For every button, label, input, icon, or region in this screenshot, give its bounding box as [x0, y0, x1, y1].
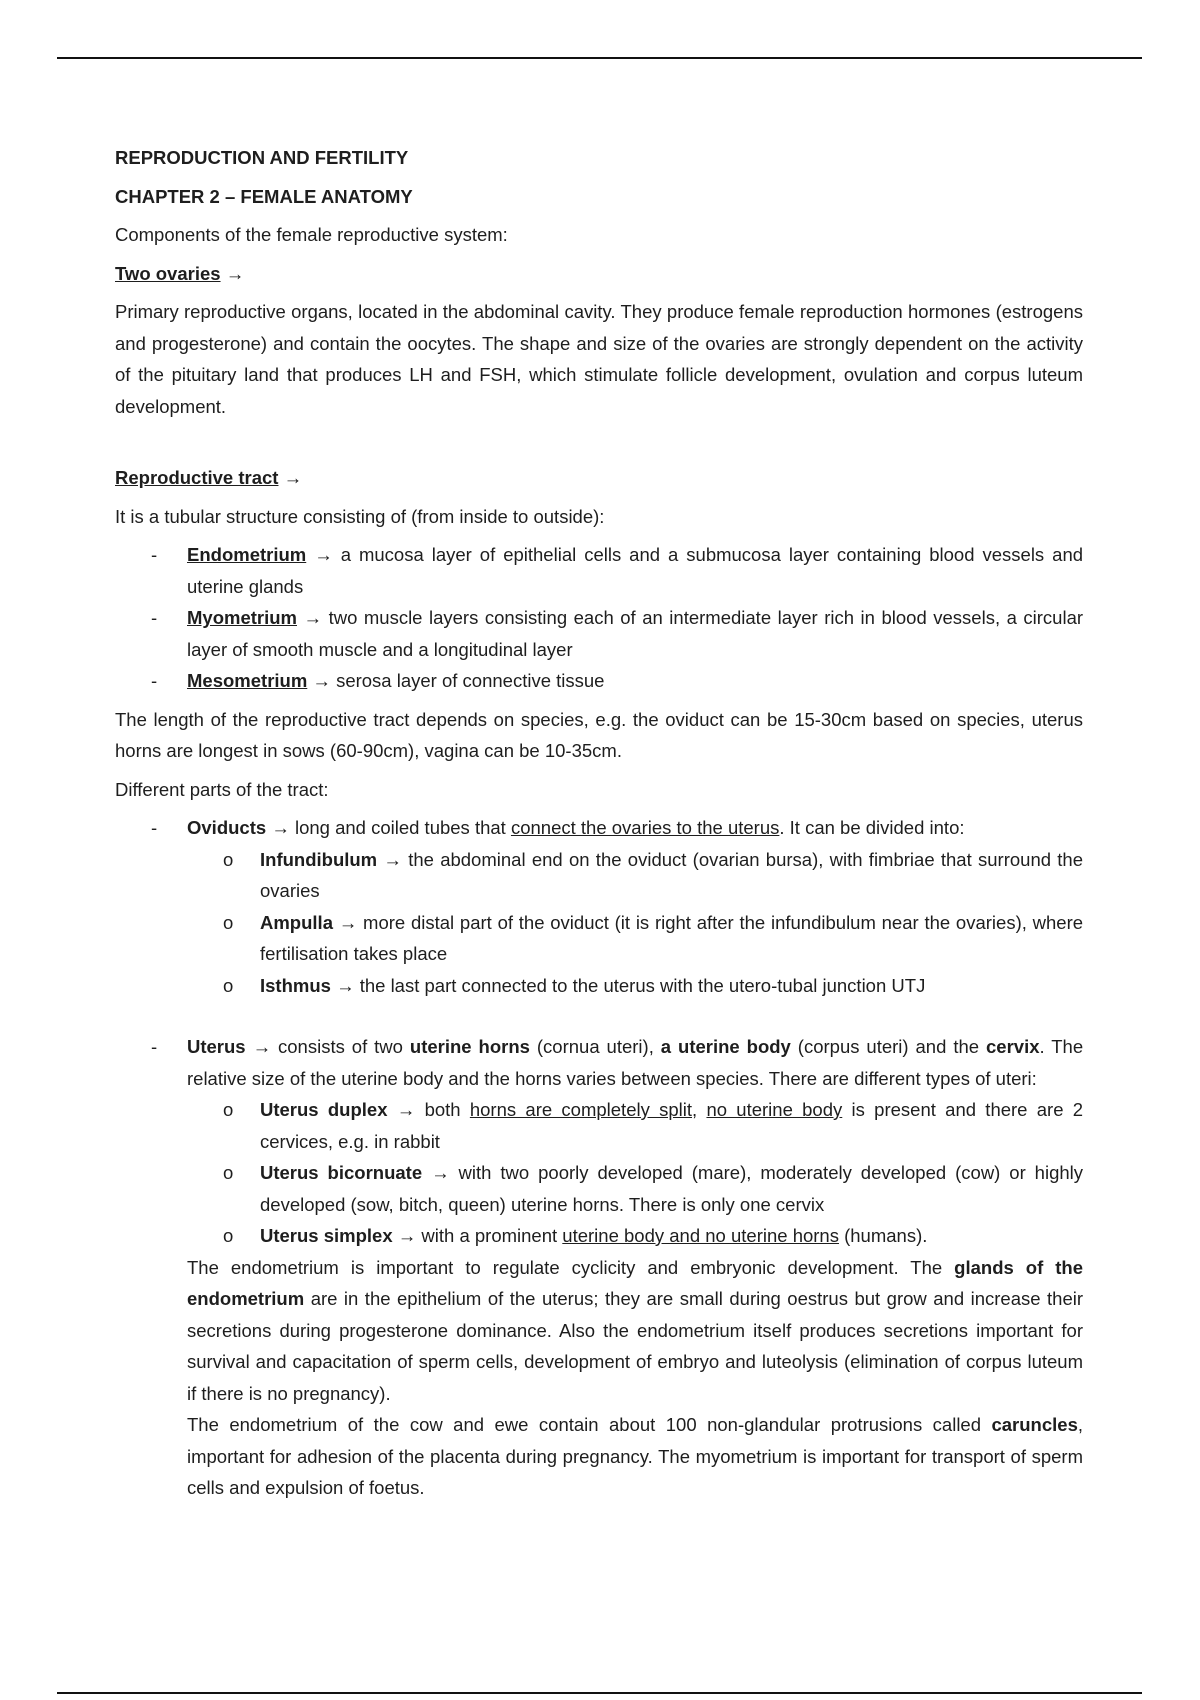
list-item: o Uterus simplex → with a prominent uterine body and no uterine horns (humans).	[223, 1225, 928, 1246]
footer-rule	[57, 1692, 1142, 1694]
document-body	[115, 142, 1083, 1511]
list-item: o Uterus bicornuate → with two poorly developed (mare), moderately developed (cow) or highly developed (sow, bitch, queen) uterine horns. There is only one cervix	[223, 1162, 1084, 1215]
tract-intro: It is a tubular structure consisting of (from inside to outside):	[115, 505, 605, 527]
list-item: - Myometrium → two muscle layers consisting each of an intermediate layer rich in blood vessels, a circular layer of smooth muscle and a longitudinal layer	[115, 602, 1083, 665]
list-item: - Endometrium → a mucosa layer of epithelial cells and a submucosa layer containing blood vessels and uterine glands	[115, 539, 1083, 602]
header-rule	[57, 57, 1142, 59]
endometrium-paragraph: The endometrium is important to regulate cyclicity and embryonic development. The glands of the endometrium are in the epithelium of the uterus; they are small during oestrus but grow and increase their secretions during progesterone dominance. Also the endometrium itself produces secretions important for survival and capacitation of sperm cells, development of embryo and luteolysis (elimination of corpus luteum if there is no pregnancy).	[187, 1256, 1084, 1404]
tract-layers-list	[115, 539, 1083, 697]
list-item: o Uterus duplex → both horns are completely split, no uterine body is present and there are 2 cervices, e.g. in rabbit	[223, 1099, 1084, 1152]
list-item-oviducts: - Oviducts → long and coiled tubes that connect the ovaries to the uterus. It can be divided into: o Infundibulum → the abdominal end on the oviduct (ovarian bursa), with fimbriae that surround the ovaries o Ampulla → more distal part of the oviduct (it is right after the infundibulum near the ovaries), where fertilisation takes place o Isthmus → the last part connected to the uterus with the utero-tubal junction UTJ	[115, 812, 1083, 1001]
list-item: o Ampulla → more distal part of the oviduct (it is right after the infundibulum near the ovaries), where fertilisation takes place	[223, 911, 1084, 964]
ovaries-text: Primary reproductive organs, located in the abdominal cavity. They produce female reproduction hormones (estrogens and progesterone) and contain the oocytes. The shape and size of the ovaries are strongly dependent on the activity of the pituitary land that produces LH and FSH, which stimulate follicle development, ovulation and corpus luteum development.	[115, 301, 1083, 417]
tract-heading: Reproductive tract →	[115, 467, 303, 488]
list-item-uterus: - Uterus → consists of two uterine horns (cornua uteri), a uterine body (corpus uteri) and the cervix. The relative size of the uterine body and the horns varies between species. There are different types of uteri: o Uterus duplex → both horns are completely split, no uterine body is present and there are 2 cervices, e.g. in rabbit o Uterus bicornuate → with two poorly developed (mare), moderately developed (cow) or highly developed (sow, bitch, queen) uterine horns. There is only one cervix o Uterus simplex → with a prominent uterine body and no uterine horns (humans). The endometrium is important to regulate cyclicity and embryonic development. The glands of the endometrium are in the epithelium of the uterus; they are small during oestrus but grow and increase their secretions during progesterone dominance. Also the endometrium itself produces secretions important for survival and capacitation of sperm cells, development of embryo and luteolysis (elimination of corpus luteum if there is no pregnancy). The endometrium of the cow and ewe contain about 100 non-glandular protrusions called caruncles, important for adhesion of the placenta during pregnancy. The myometrium is important for transport of sperm cells and expulsion of foetus.	[115, 1031, 1083, 1504]
list-item: o Infundibulum → the abdominal end on the oviduct (ovarian bursa), with fimbriae that surround the ovaries	[223, 848, 1084, 901]
tract-parts-intro: Different parts of the tract:	[115, 778, 329, 800]
uterus-types	[187, 1094, 1083, 1252]
caruncles-paragraph: The endometrium of the cow and ewe contain about 100 non-glandular protrusions called caruncles, important for adhesion of the placenta during pregnancy. The myometrium is important for transport of sperm cells and expulsion of foetus.	[187, 1414, 1084, 1498]
list-item: - Mesometrium → serosa layer of connective tissue	[115, 665, 1083, 697]
chapter-title: CHAPTER 2 – FEMALE ANATOMY	[115, 185, 413, 207]
doc-title: REPRODUCTION AND FERTILITY	[115, 147, 409, 168]
list-item: o Isthmus → the last part connected to the uterus with the utero-tubal junction UTJ	[223, 974, 926, 996]
oviduct-parts	[187, 844, 1083, 1002]
tract-length-text: The length of the reproductive tract depends on species, e.g. the oviduct can be 15-30cm based on species, uterus horns are longest in sows (60-90cm), vagina can be 10-35cm.	[115, 708, 1083, 761]
intro-text: Components of the female reproductive system:	[115, 224, 508, 245]
ovaries-heading: Two ovaries →	[115, 262, 245, 284]
tract-parts-list	[115, 812, 1083, 1504]
